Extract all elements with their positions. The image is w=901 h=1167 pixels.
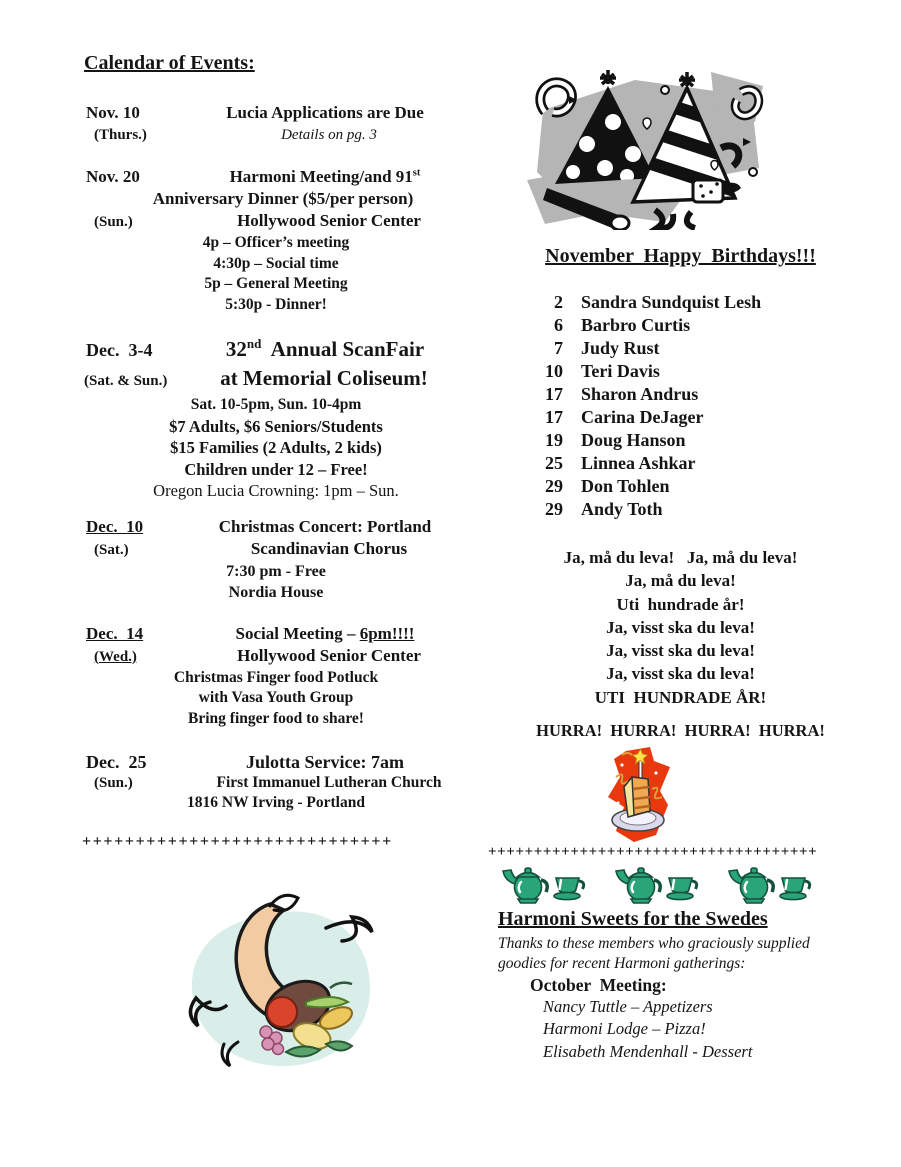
event-title-text: Annual ScanFair: [261, 337, 425, 361]
event-title: [198, 335, 452, 363]
event-line: with Vasa Youth Group: [198, 689, 354, 706]
birthday-day: 17: [545, 407, 563, 427]
birthday-row: [488, 452, 873, 475]
event-venue: Hollywood Senior Center: [237, 645, 421, 665]
event-line: 7:30 pm - Free: [226, 562, 326, 580]
birthday-name: Judy Rust: [581, 338, 660, 358]
birthday-song: [488, 546, 873, 709]
event-line: Christmas Finger food Potluck: [173, 668, 379, 686]
event-nov20: [70, 166, 452, 315]
birthday-day: 17: [545, 384, 563, 404]
event-subtitle: Scandinavian Chorus: [250, 538, 408, 558]
plus-separator-left: +++++++++++++++++++++++++++++: [82, 832, 393, 850]
event-date: Dec. 25: [86, 752, 147, 772]
hurra-cheer: HURRA! HURRA! HURRA! HURRA!: [536, 721, 825, 741]
event-venue: Hollywood Senior Center: [237, 211, 421, 230]
teapot-and-cup-icon: [498, 862, 590, 904]
event-line: 4p – Officer’s meeting: [202, 234, 350, 251]
birthday-row: [488, 337, 873, 360]
birthday-day: 19: [545, 430, 563, 450]
event-line: 5p – General Meeting: [204, 275, 348, 292]
october-meeting-heading: October Meeting:: [530, 975, 667, 996]
contributor-line: Nancy Tuttle – Appetizers: [543, 997, 713, 1017]
calendar-column: [70, 50, 452, 1086]
teapot-and-cup-icon: [611, 862, 703, 904]
event-title-text: 32: [225, 337, 247, 361]
birthday-row: [488, 314, 873, 337]
birthday-cake-icon: [598, 747, 676, 843]
birthdays-list: [488, 291, 873, 521]
birthday-row: [488, 360, 873, 383]
event-title: Lucia Applications are Due: [226, 103, 424, 122]
event-line: 1816 NW Irving - Portland: [187, 794, 365, 811]
event-title-superscript: st: [412, 167, 421, 179]
cornucopia-clipart-icon: [178, 884, 383, 1086]
song-line: Ja, visst ska du leva!: [606, 641, 755, 661]
event-date: Dec. 10: [86, 516, 144, 536]
event-subtitle: Anniversary Dinner ($5/per person): [152, 189, 414, 208]
sweets-intro: [488, 934, 873, 974]
birthday-day: 29: [545, 476, 563, 496]
event-day: (Sat.): [94, 541, 129, 558]
birthday-day: 10: [545, 361, 563, 381]
event-line: $15 Families (2 Adults, 2 kids): [170, 438, 382, 457]
event-nov10: [70, 102, 452, 146]
event-date: Dec. 3-4: [86, 340, 153, 360]
song-line: Ja, visst ska du leva!: [606, 664, 755, 684]
event-note: Details on pg. 3: [281, 127, 377, 143]
sweets-intro-line: Thanks to these members who graciously supplied: [498, 935, 810, 953]
event-date: Nov. 20: [86, 167, 140, 186]
birthday-name: Sandra Sundquist Lesh: [581, 292, 762, 312]
birthday-row: [488, 383, 873, 406]
birthday-name: Linnea Ashkar: [581, 453, 696, 473]
birthday-column: [488, 52, 873, 1063]
sweets-intro-line: goodies for recent Harmoni gatherings:: [498, 955, 746, 973]
event-title-text: Social Meeting –: [235, 623, 360, 643]
song-line: Ja, må du leva!: [625, 571, 736, 591]
event-title: [198, 166, 452, 188]
birthday-name: Sharon Andrus: [581, 384, 699, 404]
contributor-line: Elisabeth Mendenhall - Dessert: [543, 1041, 753, 1061]
birthday-name: Teri Davis: [581, 361, 660, 381]
calendar-heading: Calendar of Events:: [84, 52, 255, 74]
contributor-line: Harmoni Lodge – Pizza!: [543, 1019, 706, 1039]
birthday-name: Doug Hanson: [581, 430, 686, 450]
birthdays-heading: November Happy Birthdays!!!: [545, 245, 816, 267]
event-day: (Sat. & Sun.): [84, 373, 168, 389]
event-day: (Thurs.): [94, 127, 147, 143]
event-date: Dec. 14: [86, 623, 144, 643]
teapot-and-cup-icon: [724, 862, 816, 904]
event-title-text: Harmoni Meeting/and 91: [229, 167, 413, 186]
event-title: Julotta Service: 7am: [246, 752, 404, 772]
event-date: Nov. 10: [86, 103, 140, 122]
song-line: Ja, visst ska du leva!: [606, 617, 755, 637]
teapot-row: [488, 862, 873, 904]
birthday-day: 7: [554, 338, 563, 358]
event-line: Children under 12 – Free!: [184, 459, 368, 479]
event-line: $7 Adults, $6 Seniors/Students: [169, 416, 383, 436]
birthday-row: [488, 429, 873, 452]
event-title: [198, 623, 452, 645]
song-line: Uti hundrade år!: [616, 594, 745, 614]
sweets-heading: Harmoni Sweets for the Swedes: [498, 908, 768, 931]
birthday-day: 29: [545, 499, 563, 519]
birthday-day: 25: [545, 453, 563, 473]
event-title: Christmas Concert: Portland: [218, 516, 432, 536]
birthday-day: 2: [554, 292, 563, 312]
event-line: 5:30p - Dinner!: [225, 295, 327, 313]
birthday-name: Carina DeJager: [581, 407, 704, 427]
event-title-superscript: nd: [246, 336, 262, 351]
birthday-name: Barbro Curtis: [581, 315, 691, 335]
birthday-row: [488, 498, 873, 521]
event-title-underlined: 6pm!!!!: [359, 623, 415, 643]
birthday-day: 6: [554, 315, 563, 335]
event-dec3-4: [70, 335, 452, 502]
birthday-row: [488, 406, 873, 429]
song-line: Ja, må du leva! Ja, må du leva!: [563, 548, 798, 567]
event-line: 4:30p – Social time: [213, 254, 339, 272]
event-subtitle: at Memorial Coliseum!: [220, 366, 428, 390]
party-hats-clipart-icon: [515, 52, 770, 230]
event-day: (Wed.): [94, 648, 137, 665]
birthday-cake-clipart: [598, 747, 676, 843]
birthday-name: Andy Toth: [581, 499, 663, 519]
plus-separator-right: ++++++++++++++++++++++++++++++++++++: [488, 844, 818, 861]
event-line: Nordia House: [228, 583, 324, 601]
birthday-row: [488, 475, 873, 498]
event-line: Oregon Lucia Crowning: 1pm – Sun.: [153, 481, 399, 500]
song-line: UTI HUNDRADE ÅR!: [594, 687, 767, 707]
birthday-name: Don Tohlen: [581, 476, 670, 496]
birthday-row: [488, 291, 873, 314]
event-line: Bring finger food to share!: [188, 709, 364, 727]
event-day: (Sun.): [94, 214, 133, 230]
event-line: Sat. 10-5pm, Sun. 10-4pm: [190, 396, 362, 413]
event-venue: First Immanuel Lutheran Church: [216, 774, 442, 791]
event-dec10: [70, 516, 452, 603]
event-day: (Sun.): [94, 775, 133, 791]
event-dec25: [70, 751, 452, 814]
event-dec14: [70, 623, 452, 730]
